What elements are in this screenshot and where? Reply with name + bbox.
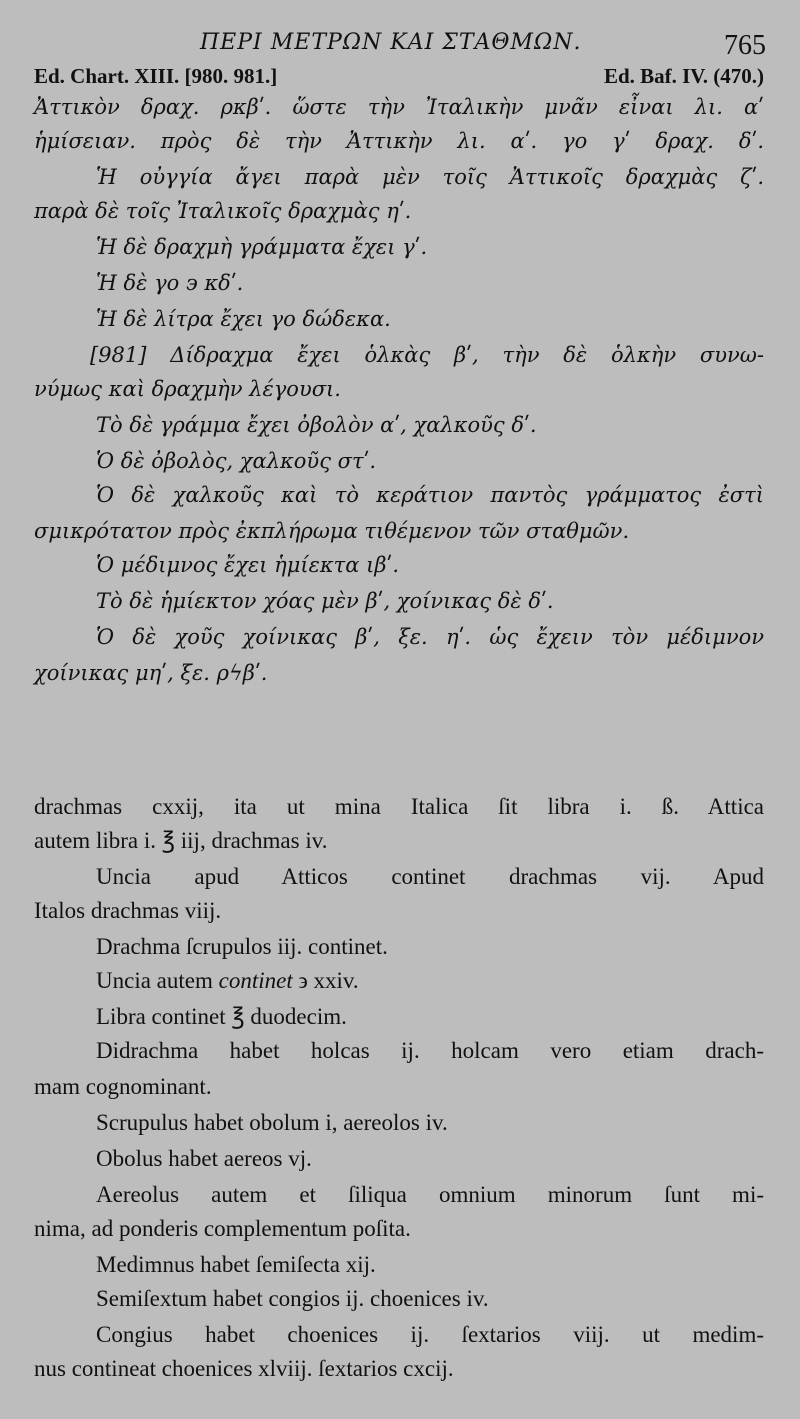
greek-line: Ὁ μέδιμνος ἔχει ἡμίεκτα ιβʹ. bbox=[96, 553, 400, 577]
latin-line: Uncia apud Atticos continet drachmas vij. Apud bbox=[96, 864, 764, 889]
greek-line: Ὁ δὲ ὀβολὸς, χαλκοῦς στʹ. bbox=[96, 449, 377, 473]
running-title: ΠΕΡΙ ΜΕΤΡΩΝ ΚΑΙ ΣΤΑΘΜΩΝ. bbox=[200, 30, 582, 55]
latin-line: autem libra i. ℥ iij, drachmas iv. bbox=[34, 828, 328, 853]
greek-line: χοίνικας μηʹ, ξε. ρϟβʹ. bbox=[34, 661, 268, 685]
greek-line: ἡμίσειαν. πρὸς δὲ τὴν Ἀττικὴν λι. αʹ. γο γʹ δραχ. δʹ. bbox=[34, 129, 764, 153]
greek-line: Ἀττικὸν δραχ. ρκβʹ. ὥστε τὴν Ἰταλικὴν μνᾶν εἶναι λι. αʹ bbox=[34, 95, 764, 119]
latin-line: nima, ad ponderis complementum poſita. bbox=[34, 1216, 411, 1241]
latin-line: Libra continet ℥ duodecim. bbox=[96, 1004, 347, 1029]
greek-line: σμικρότατον πρὸς ἐκπλήρωμα τιθέμενον τῶν σταθμῶν. bbox=[34, 519, 630, 543]
latin-line: drachmas cxxij, ita ut mina Italica ſit libra i. ß. Attica bbox=[34, 794, 764, 819]
latin-line: Congius habet choenices ij. ſextarios viij. ut medim- bbox=[96, 1322, 764, 1347]
greek-line: παρὰ δὲ τοῖς Ἰταλικοῖς δραχμὰς ηʹ. bbox=[34, 199, 412, 223]
latin-phrase: ϶ xxiv. bbox=[298, 968, 359, 993]
greek-line: νύμως καὶ δραχμὴν λέγουσι. bbox=[34, 377, 341, 401]
latin-line: Obolus habet aereos vj. bbox=[96, 1146, 312, 1171]
latin-italic-word: continet bbox=[218, 968, 293, 993]
latin-line: Italos drachmas viij. bbox=[34, 898, 222, 923]
latin-line: mam cognominant. bbox=[34, 1074, 212, 1099]
greek-line: Ἡ δὲ γο ϶ κδʹ. bbox=[96, 271, 244, 295]
latin-line: nus contineat choenices xlviij. ſextarios cxcij. bbox=[34, 1356, 454, 1381]
page-number: 765 bbox=[724, 30, 766, 61]
greek-line: Τὸ δὲ ἡμίεκτον χόας μὲν βʹ, χοίνικας δὲ δʹ. bbox=[96, 589, 554, 613]
greek-line: [981] Δίδραχμα ἔχει ὁλκὰς βʹ, τὴν δὲ ὁλκὴν συνω- bbox=[90, 343, 764, 367]
latin-line: Drachma ſcrupulos iij. continet. bbox=[96, 934, 388, 959]
edition-references bbox=[34, 64, 764, 94]
greek-line: Τὸ δὲ γράμμα ἔχει ὀβολὸν αʹ, χαλκοῦς δʹ. bbox=[96, 413, 537, 437]
latin-phrase: Uncia autem bbox=[96, 968, 213, 993]
latin-line: Medimnus habet ſemiſecta xij. bbox=[96, 1252, 376, 1277]
greek-line: Ἡ δὲ λίτρα ἔχει γο δώδεκα. bbox=[96, 307, 391, 331]
greek-line: Ἡ οὐγγία ἄγει παρὰ μὲν τοῖς Ἀττικοῖς δραχμὰς ζʹ. bbox=[96, 165, 764, 189]
latin-line bbox=[96, 966, 764, 996]
latin-line: Scrupulus habet obolum i, aereolos iv. bbox=[96, 1110, 448, 1135]
greek-line: Ἡ δὲ δραχμὴ γράμματα ἔχει γʹ. bbox=[96, 235, 428, 259]
latin-line: Didrachma habet holcas ij. holcam vero etiam drach- bbox=[96, 1038, 764, 1063]
edition-reference-chartier: Ed. Chart. XIII. [980. 981.] bbox=[34, 64, 278, 88]
page-header bbox=[0, 24, 800, 64]
greek-line: Ὁ δὲ χοῦς χοίνικας βʹ, ξε. ηʹ. ὡς ἔχειν τὸν μέδιμνον bbox=[96, 625, 764, 649]
greek-line: Ὁ δὲ χαλκοῦς καὶ τὸ κεράτιον παντὸς γράμματος ἐστὶ bbox=[96, 483, 764, 507]
latin-line: Semiſextum habet congios ij. choenices iv. bbox=[96, 1286, 489, 1311]
latin-line: Aereolus autem et ſiliqua omnium minorum ſunt mi- bbox=[96, 1182, 764, 1207]
edition-reference-basel: Ed. Baf. IV. (470.) bbox=[603, 64, 764, 88]
